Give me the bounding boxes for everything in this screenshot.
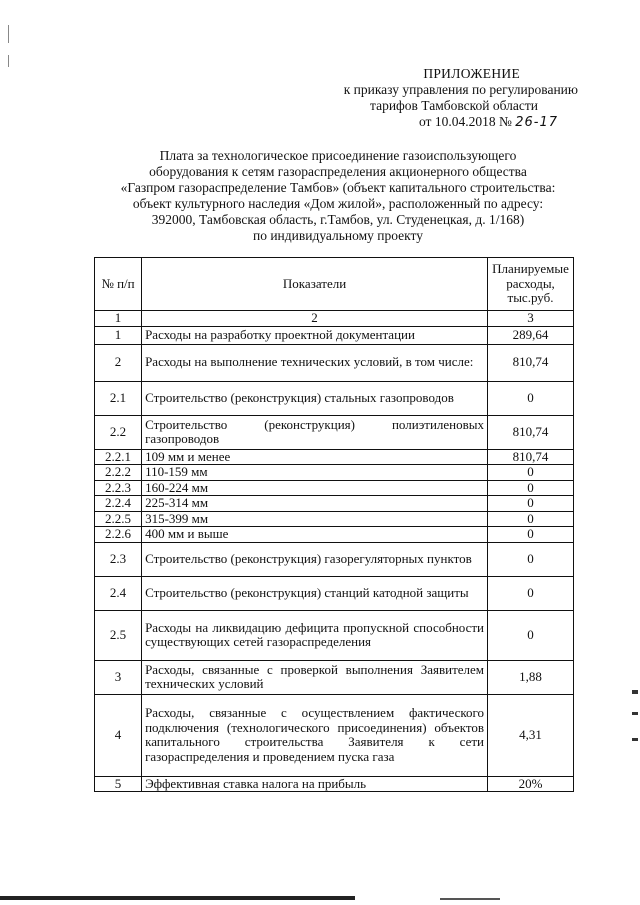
fees-table (94, 257, 574, 792)
row-name: Строительство (реконструкция) стальных газопроводов (142, 381, 488, 415)
column-number: 2 (142, 311, 488, 327)
scan-artifact (8, 25, 9, 43)
row-number: 1 (95, 326, 142, 344)
row-number: 2 (95, 344, 142, 381)
row-name: Строительство (реконструкция) полиэтиленовых газопроводов (142, 415, 488, 449)
table-row (95, 496, 574, 512)
row-value: 810,74 (488, 449, 574, 465)
row-number: 2.3 (95, 542, 142, 576)
row-number: 2.2.1 (95, 449, 142, 465)
row-value: 0 (488, 576, 574, 610)
title-line-4: объект культурного наследия «Дом жилой», расположенный по адресу: (132, 196, 544, 211)
title-line-3: «Газпром газораспределение Тамбов» (объект капитального строительства: (120, 180, 556, 195)
scan-artifact (440, 898, 500, 900)
table-row (95, 694, 574, 776)
table-row (95, 511, 574, 527)
row-number: 2.1 (95, 381, 142, 415)
row-value: 0 (488, 527, 574, 543)
row-name: Эффективная ставка налога на прибыль (142, 776, 488, 792)
row-value: 0 (488, 381, 574, 415)
row-name: 315-399 мм (142, 511, 488, 527)
row-name: 160-224 мм (142, 480, 488, 496)
row-value: 810,74 (488, 344, 574, 381)
title-line-2: оборудования к сетям газораспределения акционерного общества (149, 164, 527, 179)
row-number: 2.2.2 (95, 465, 142, 481)
row-name: 109 мм и менее (142, 449, 488, 465)
table-row (95, 480, 574, 496)
row-name: Строительство (реконструкция) газорегуляторных пунктов (142, 542, 488, 576)
row-value: 20% (488, 776, 574, 792)
table-row (95, 576, 574, 610)
appendix-block (300, 66, 578, 131)
row-value: 1,88 (488, 660, 574, 694)
scan-artifact (632, 738, 638, 741)
row-number: 2.2.6 (95, 527, 142, 543)
row-value: 4,31 (488, 694, 574, 776)
row-number: 2.5 (95, 610, 142, 660)
row-name: Расходы, связанные с осуществлением фактического подключения (технологического присоединения) объектов капитального строительства Заявителя к сети газораспределения и проведением пуска газа (142, 694, 488, 776)
row-name: Расходы на выполнение технических условий, в том числе: (142, 344, 488, 381)
row-number: 3 (95, 660, 142, 694)
order-number-handwritten: 26-17 (515, 115, 558, 130)
row-value: 0 (488, 610, 574, 660)
table-row (95, 449, 574, 465)
title-line-5: 392000, Тамбовская область, г.Тамбов, ул. Студенецкая, д. 1/168) (151, 212, 525, 227)
appendix-line-1: к приказу управления по регулированию (343, 82, 578, 97)
table-row (95, 415, 574, 449)
table-row (95, 326, 574, 344)
row-name: Строительство (реконструкция) станций катодной защиты (142, 576, 488, 610)
row-value: 289,64 (488, 326, 574, 344)
table-row (95, 776, 574, 792)
table-row (95, 344, 574, 381)
document-title (88, 148, 588, 244)
row-number: 2.2.3 (95, 480, 142, 496)
scan-artifact (632, 690, 638, 694)
scan-artifact (0, 896, 355, 900)
appendix-line-2: тарифов Тамбовской области (370, 98, 538, 113)
row-number: 2.4 (95, 576, 142, 610)
row-value: 0 (488, 511, 574, 527)
table-header-row (95, 258, 574, 311)
row-value: 810,74 (488, 415, 574, 449)
scan-artifact (632, 712, 638, 715)
table-row (95, 542, 574, 576)
row-name: 400 мм и выше (142, 527, 488, 543)
row-number: 2.2.5 (95, 511, 142, 527)
column-number: 3 (488, 311, 574, 327)
appendix-date-line (300, 114, 558, 131)
appendix-date: от 10.04.2018 № (418, 114, 512, 129)
row-number: 5 (95, 776, 142, 792)
row-name: Расходы на ликвидацию дефицита пропускной способности существующих сетей газораспределения (142, 610, 488, 660)
row-value: 0 (488, 496, 574, 512)
header-name: Показатели (142, 258, 488, 311)
title-line-6: по индивидуальному проекту (252, 228, 424, 243)
header-no: № п/п (95, 258, 142, 311)
table-row (95, 660, 574, 694)
column-number-row (95, 311, 574, 327)
row-value: 0 (488, 480, 574, 496)
row-number: 4 (95, 694, 142, 776)
appendix-heading: ПРИЛОЖЕНИЕ (423, 66, 520, 81)
row-number: 2.2.4 (95, 496, 142, 512)
row-name: 110-159 мм (142, 465, 488, 481)
table-row (95, 527, 574, 543)
row-number: 2.2 (95, 415, 142, 449)
table-row (95, 381, 574, 415)
title-line-1: Плата за технологическое присоединение газоиспользующего (159, 148, 517, 163)
header-value: Планируемые расходы, тыс.руб. (488, 258, 574, 311)
column-number: 1 (95, 311, 142, 327)
row-name: Расходы на разработку проектной документации (142, 326, 488, 344)
row-name: 225-314 мм (142, 496, 488, 512)
row-value: 0 (488, 465, 574, 481)
table-row (95, 465, 574, 481)
scan-artifact (8, 55, 9, 67)
row-name: Расходы, связанные с проверкой выполнения Заявителем технических условий (142, 660, 488, 694)
table-row (95, 610, 574, 660)
row-value: 0 (488, 542, 574, 576)
